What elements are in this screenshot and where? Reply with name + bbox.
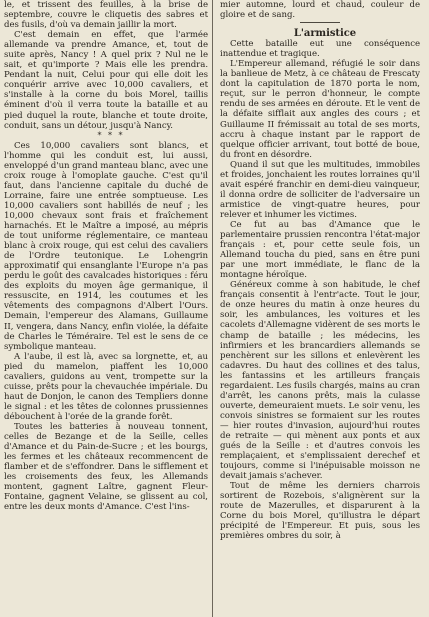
paragraph: le, et trissent des feuilles, à la brise de septembre, couvre le cliquetis des sabres et des fusils, d'où va demain jaillir la mort. — [4, 0, 208, 31]
paragraph: Ces 10,000 cavaliers sont blancs, et l'homme qui les conduit est, lui aussi, enveloppé d'un grand manteau blanc, avec une croix rouge à l'omoplate gauche. C'est qu'il faut, dans l'ancienne capitale du duché de Lorraine, faire une entrée somptueuse. Les 10,000 cavaliers sont habillés de neuf ; les 10,000 chevaux sont frais et fraîchement harnachés. Et le Maître a imposé, au mépris de tout uniforme réglementaire, ce manteau blanc à croix rouge, qui est celui des cavaliers de l'Ordre teutonique. Le Lohengrin approximatif qui ensanglante l'Europe n'a pas perdu le goût des cavalcades historiques : féru des exploits du moyen âge germanique, il ressuscite, en 1914, les coutumes et les vêtements des compagnons d'Albert l'Ours. Demain, l'empereur des Alamans, Guillaume II, vengera, dans Nancy, enfin violée, la défaite de Charles le Téméraire. Tel est le sens de ce symbolique manteau. — [4, 140, 208, 352]
right-column — [220, 0, 420, 617]
paragraph: Tout de même les derniers charrois sortirent de Rozebois, s'alignèrent sur la route de Mazerulles, et disparurent à la Corne du bois Morel, qu'illustra le départ précipité de l'Empereur. Et puis, sous les premières ombres du soir, à — [220, 481, 420, 542]
paragraph: mier automne, lourd et chaud, couleur de gloire et de sang. — [220, 0, 420, 21]
paragraph: Cette bataille eut une conséquence inattendue et tragique. — [220, 39, 420, 60]
left-column — [4, 0, 208, 617]
section-heading: L'armistice — [293, 28, 357, 40]
paragraph: Quand il sut que les multitudes, immobiles et froides, jonchaient les routes lorraines qu'il avait espéré franchir en demi-dieu vainqueur, il donna ordre de solliciter de l'adversaire un armistice de vingt-quatre heures, pour relever et inhumer les victimes. — [220, 159, 420, 220]
paragraph: Généreux comme à son habitude, le chef français consentit à l'entr'acte. Tout le jour, de onze heures du matin à onze heures du soir, les ambulances, les voitures et les cacolets d'Allemagne vidèrent de ses morts le champ de bataille ; les médecins, les infirmiers et les brancardiers allemands se penchèrent sur les sillons et enlevèrent les cadavres. Du haut des collines et des talus, les fantassins et les artilleurs français regardaient. Les fusils chargés, mains au cran d'arrêt, les canons prêts, mais la culasse ouverte, demeuraient muets. Le soir venu, les convois sinistres se formaient sur les routes — hier routes d'invasion, aujourd'hui routes de retraite — qui mènent aux ponts et aux gués de la Seille : et d'autres convois les remplaçaient, et s'emplissaient derechef et toujours, comme si l'inépuisable moisson ne devait jamais s'achever. — [220, 280, 420, 482]
paragraph: A l'aube, il est là, avec sa lorgnette, et, au pied du mamelon, piaffent les 10,000 cavaliers, guidons au vent, trompette sur la cuisse, prêts pour la chevauchée impériale. Du haut de Donjon, le canon des Templiers donne le signal : et les têtes de colonnes prussiennes débouchent à l'orée de la grande forêt. — [4, 351, 208, 422]
paragraph: L'Empereur allemand, réfugié le soir dans la banlieue de Metz, à ce château de Frescaty dont la capitulation de 1870 porta le nom, reçut, sur le perron d'honneur, le compte rendu de ses armées en déroute. Et le vent de la défaite sifflait aux angles des cours ; et Guillaume II frémissait au total de ses morts, accru à chaque instant par le rapport de quelque officier arrivant, tout botté de boue, du front en désordre. — [220, 59, 420, 160]
divider-line — [300, 22, 340, 23]
column-divider — [212, 0, 213, 617]
paragraph: C'est demain en effet, que l'armée allemande va prendre Amance, et, tout de suite après, Nancy ! A quel prix ? Nul ne le sait, et qu'importe ? Mais elle les prendra. Pendant la nuit, Celui pour qui elle doit les conquérir arrive avec 10,000 cavaliers, et s'installe à la corne du bois Morel, taillis éminent d'où il verra toute la bataille et au pied duquel la route, blanche et toute droite, conduit, sans un détour, jusqu'à Nancy. — [4, 30, 208, 131]
paragraph: Ce fut au bas d'Amance que le parlementaire prussien rencontra l'état-major français : et, pour cette seule fois, un Allemand toucha du pied, sans en être puni par une mort immédiate, le flanc de la montagne héroïque. — [220, 219, 420, 281]
section-separator: * * * — [97, 130, 125, 140]
paragraph: Toutes les batteries à nouveau tonnent, celles de Bezange et de la Seille, celles d'Amance et du Pain-de-Sucre ; et les bourgs, les fermes et les châteaux recommencent de flamber et de s'effondrer. Dans le sifflement et les croisements des feux, les Allemands montent, gagnent Laître, gagnent Fleur-Fontaine, gagnent Velaine, se glissent au col, entre les deux monts d'Amance. C'est l'ins- — [4, 421, 208, 513]
